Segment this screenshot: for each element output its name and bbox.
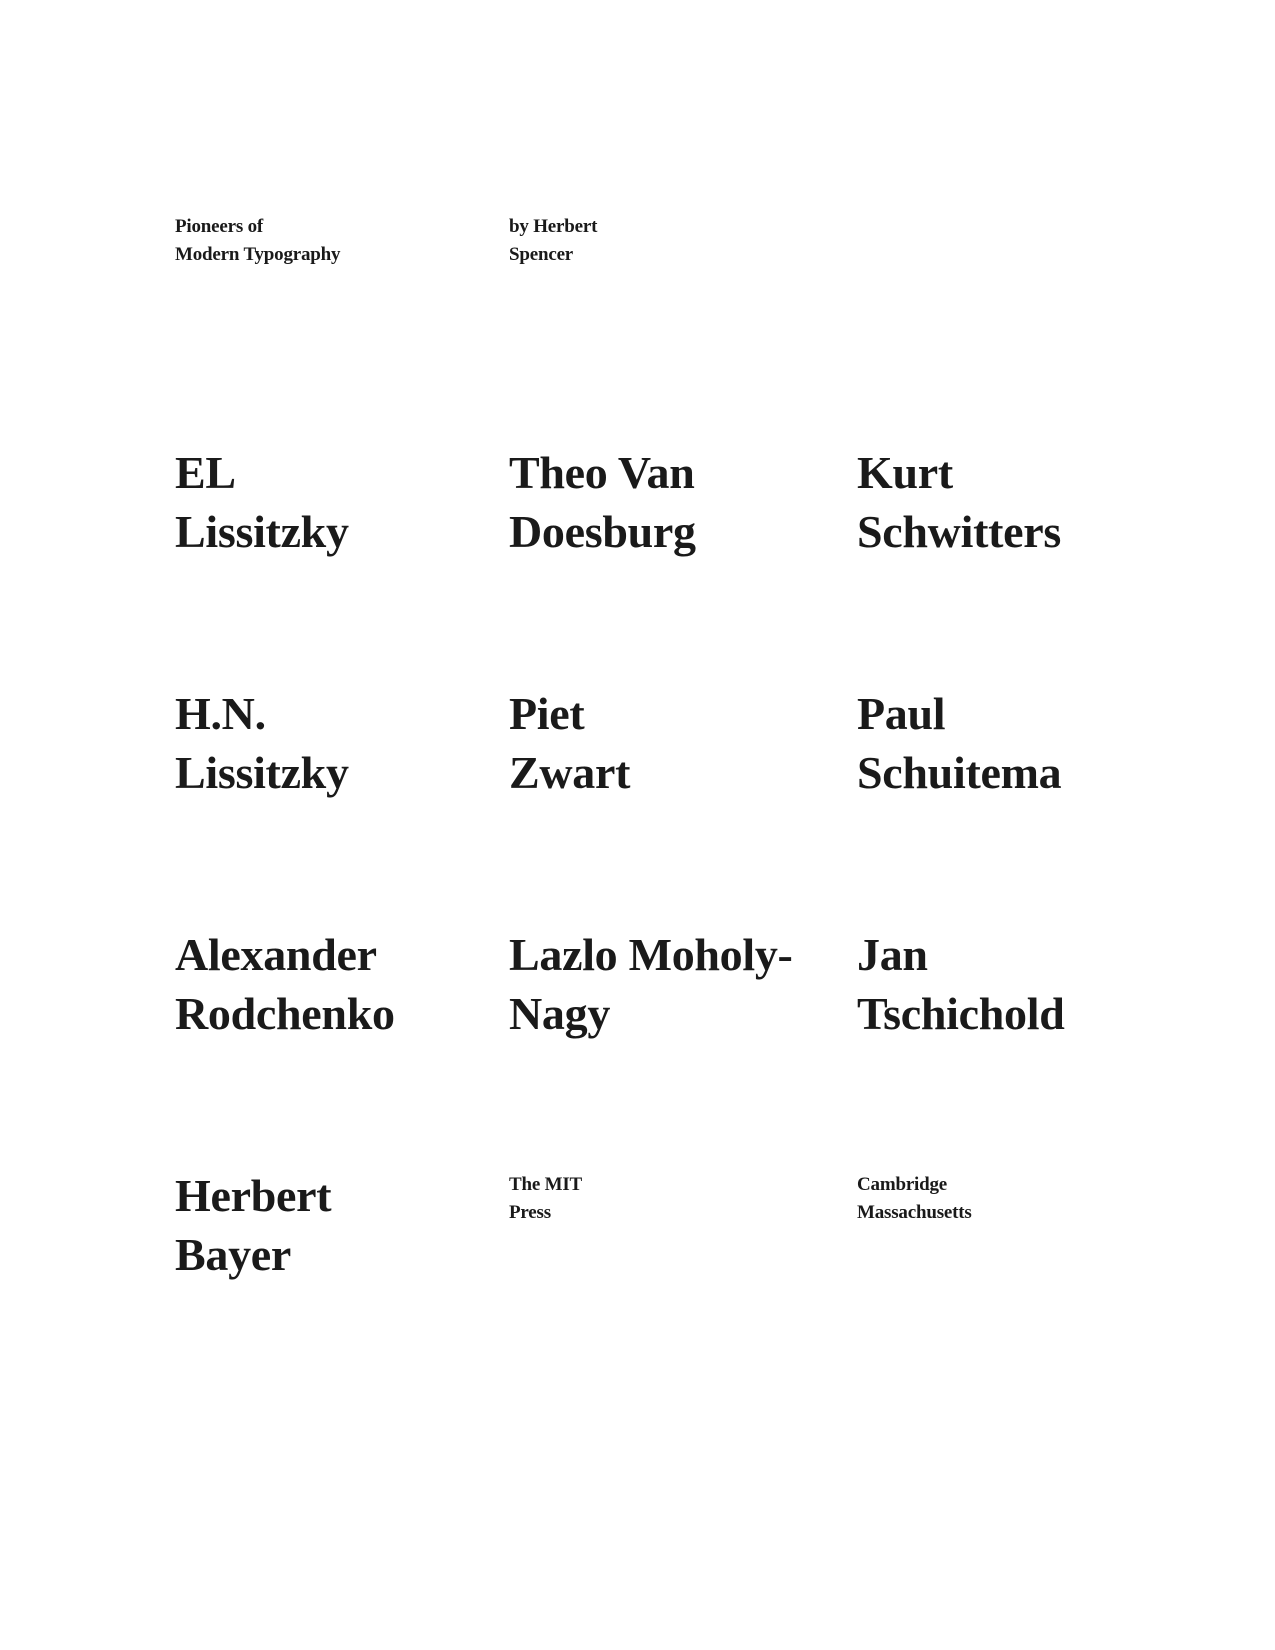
pioneer-last-name: Lissitzky	[175, 506, 349, 557]
pioneer-first-name: Alexander	[175, 929, 377, 980]
publisher-name	[509, 1171, 582, 1227]
book-title	[175, 213, 340, 269]
publisher-location-line-1: Cambridge	[857, 1174, 948, 1195]
pioneer-first-name: Herbert	[175, 1170, 332, 1221]
pioneer-name	[509, 443, 696, 561]
pioneer-name	[509, 925, 793, 1043]
pioneer-last-name: Bayer	[175, 1229, 292, 1280]
book-title-line-2: Modern Typography	[175, 244, 341, 265]
book-author-line-2: Spencer	[509, 244, 574, 265]
pioneer-first-name: Theo Van	[509, 447, 695, 498]
publisher-name-line-1: The MIT	[509, 1174, 583, 1195]
book-author	[509, 213, 597, 269]
pioneer-name	[857, 925, 1065, 1043]
pioneer-name	[175, 925, 395, 1043]
pioneer-name	[175, 1166, 331, 1284]
book-author-line-1: by Herbert	[509, 216, 598, 237]
pioneer-first-name: Kurt	[857, 447, 953, 498]
publisher-name-line-2: Press	[509, 1202, 551, 1223]
pioneer-name	[175, 443, 349, 561]
pioneer-first-name: H.N.	[175, 688, 266, 739]
pioneer-first-name: Lazlo Moholy-	[509, 929, 793, 980]
pioneer-name	[857, 443, 1061, 561]
pioneer-last-name: Nagy	[509, 988, 611, 1039]
publisher-location-line-2: Massachusetts	[857, 1202, 972, 1223]
pioneer-last-name: Rodchenko	[175, 988, 395, 1039]
book-title-line-1: Pioneers of	[175, 216, 264, 237]
pioneer-last-name: Tschichold	[857, 988, 1065, 1039]
pioneer-name	[857, 684, 1061, 802]
pioneer-last-name: Schuitema	[857, 747, 1062, 798]
pioneer-first-name: Paul	[857, 688, 946, 739]
publisher-location	[857, 1171, 972, 1227]
pioneer-last-name: Zwart	[509, 747, 631, 798]
pioneer-name	[175, 684, 349, 802]
pioneer-name	[509, 684, 630, 802]
pioneer-last-name: Doesburg	[509, 506, 696, 557]
pioneer-last-name: Schwitters	[857, 506, 1061, 557]
pioneer-first-name: Jan	[857, 929, 928, 980]
pioneer-last-name: Lissitzky	[175, 747, 349, 798]
pioneer-first-name: Piet	[509, 688, 585, 739]
pioneer-first-name: EL	[175, 447, 236, 498]
